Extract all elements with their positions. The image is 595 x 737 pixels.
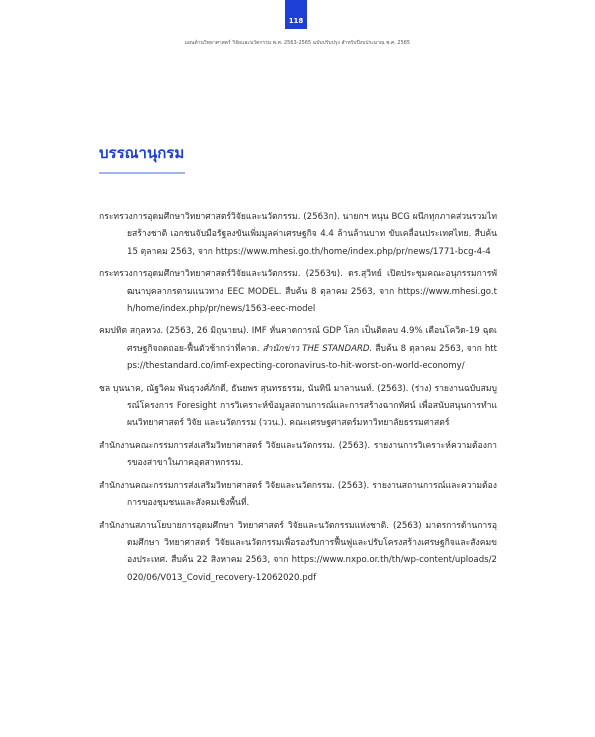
section-title: บรรณานุกรม [99, 144, 185, 162]
reference-item: ชล บุนนาค, ณัฐวิคม พันธุวงศ์ภักดี, ธันยพร สุนทรธรรม, นันทินี มาลานนท์. (2563). (ร่าง) รายงานฉบับสมบูรณ์โครงการ Foresight การวิเคราะห์ข้อมูลสถานการณ์และการสร้างฉากทัศน์ เพื่อสนับสนุนการทำแผนวิทยาศาสตร์ วิจัย และนวัตกรรม (ววน.). คณะเศรษฐศาสตร์มหาวิทยาลัยธรรมศาสตร์ [99, 383, 497, 429]
reference-item: สำนักงานคณะกรรมการส่งเสริมวิทยาศาสตร์ วิจัยและนวัตกรรม. (2563). รายงานสถานการณ์และความต้องการของชุมชนและสังคมเชิงพื้นที่. [99, 480, 497, 509]
reference-text: คมปทิต สกุลหวง. (2563, 26 มิถุนายน). IMF หั่นคาดการณ์ GDP โลก เป็นติดลบ 4.9% เตือนโควิด-19 ฉุดเศรษฐกิจถดถอย-ฟื้นตัวช้ากว่าที่คาด. [99, 326, 497, 354]
page-number-tab [285, 0, 307, 29]
running-header: แผนด้านวิทยาศาสตร์ วิจัยและนวัตกรรม พ.ศ. 2563-2565 ฉบับปรับปรุง สำหรับปีงบประมาณ พ.ศ. 2565 [184, 40, 411, 46]
reference-text: สืบค้น 8 ตุลาคม 2563, จาก https://thestandard.co/imf-expecting-coronavirus-to-hit-worst-on-world-economy/ [127, 343, 497, 372]
reference-source-italic: สำนักข่าว THE STANDARD. [262, 343, 373, 354]
reference-item: สำนักงานคณะกรรมการส่งเสริมวิทยาศาสตร์ วิจัยและนวัตกรรม. (2563). รายงานการวิเคราะห์ความต้องการของสาขาในภาคอุตสาหกรรม. [99, 440, 497, 469]
title-underline [99, 172, 185, 174]
reference-list [99, 209, 497, 592]
reference-item: กระทรวงการอุดมศึกษาวิทยาศาสตร์วิจัยและนวัตกรรม. (2563ก). นายกฯ หนุน BCG ผนึกทุกภาคส่วนรวมไทยสร้างชาติ เอกชนจับมือรัฐลงขันเพิ่มมูลค่าเศรษฐกิจ 4.4 ล้านล้านบาท ขับเคลื่อนประเทศไทย. สืบค้น 15 ตุลาคม 2563, จาก https://www.mhesi.go.th/home/index.php/pr/news/1771-bcg-4-4 [99, 212, 497, 257]
reference-item [99, 323, 497, 375]
reference-item: กระทรวงการอุดมศึกษาวิทยาศาสตร์วิจัยและนวัตกรรม. (2563ข). ดร.สุวิทย์ เปิดประชุมคณะอนุกรรมการพัฒนาบุคลากรตามแนวทาง EEC MODEL. สืบค้น 8 ตุลาคม 2563, จาก https://www.mhesi.go.th/home/index.php/pr/news/1563-eec-model [99, 269, 497, 315]
reference-item: สำนักงานสภานโยบายการอุดมศึกษา วิทยาศาสตร์ วิจัยและนวัตกรรมแห่งชาติ. (2563) มาตรการด้านการอุดมศึกษา วิทยาศาสตร์ วิจัยและนวัตกรรมเพื่อรองรับการฟื้นฟูและปรับโครงสร้างเศรษฐกิจและสังคมของประเทศ. สืบค้น 22 สิงหาคม 2563, จาก https://www.nxpo.or.th/th/wp-content/uploads/2020/06/V013_Covid_recovery-12062020.pdf [99, 520, 497, 583]
page-number: 118 [288, 17, 304, 25]
